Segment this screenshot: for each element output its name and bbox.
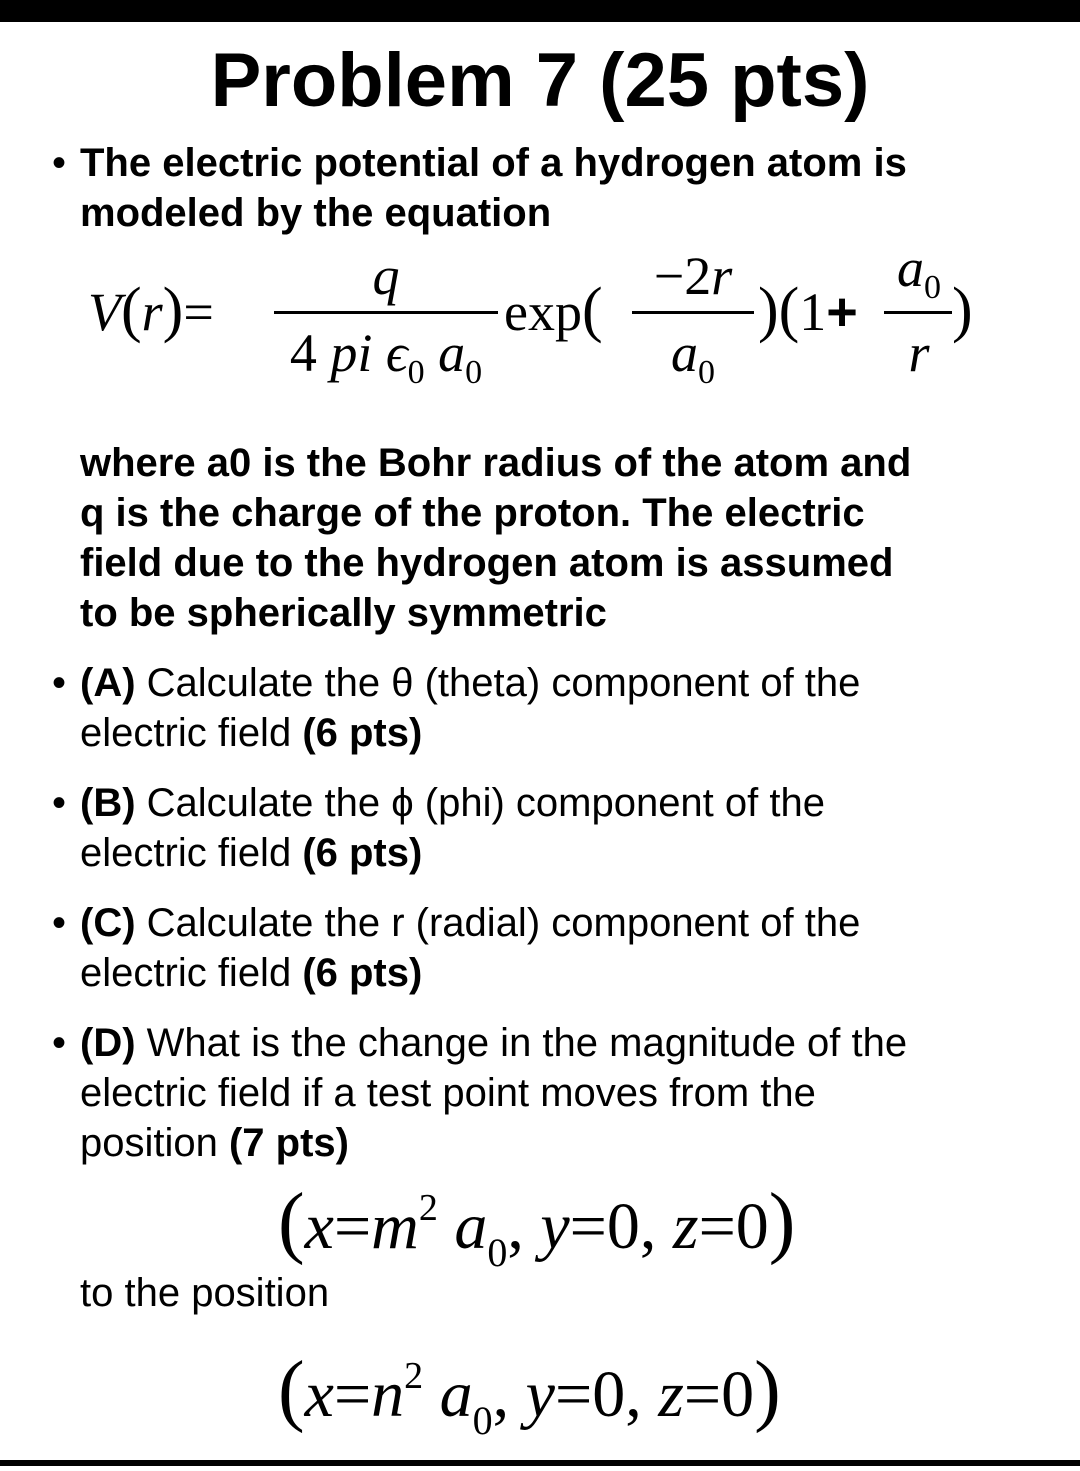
fraction-1-denominator: 4 pi $\epsilon_0$ $a_0$ <box>289 323 483 391</box>
part-a-label: (A) <box>80 661 136 705</box>
to-position-text: to the position <box>80 1271 330 1315</box>
part-c-text-1: Calculate the r (radial) component of the <box>135 901 861 945</box>
part-c-label: (C) <box>80 901 136 945</box>
exp-function: exp( <box>504 276 603 344</box>
bullet-icon: • <box>52 141 67 185</box>
where-line-2: q is the charge of the proton. The electric <box>80 491 865 535</box>
part-b-text-1: Calculate the ϕ (phi) component of the <box>135 781 825 825</box>
fraction-2-denominator: $a_0$ <box>671 323 715 391</box>
part-a-text-2: electric field <box>80 711 303 755</box>
part-b-text-2: electric field <box>80 831 303 875</box>
fraction-2-numerator: −2r <box>653 246 733 306</box>
fraction-3-denominator: r <box>908 323 930 383</box>
fraction-2-bar <box>632 311 754 314</box>
part-d <box>80 1018 1040 1168</box>
part-a <box>80 658 1040 758</box>
part-d-label: (D) <box>80 1021 136 1065</box>
part-c <box>80 898 1040 998</box>
top-border <box>0 0 1080 22</box>
part-d-text-1: What is the change in the magnitude of the <box>135 1021 908 1065</box>
bottom-border <box>0 1460 1080 1466</box>
intro-line-1: The electric potential of a hydrogen atom is <box>80 141 907 185</box>
part-c-text-2: electric field <box>80 951 303 995</box>
equation-lhs: V(r)= <box>88 276 214 344</box>
part-b-points: (6 pts) <box>302 831 423 875</box>
part-d-text-3: position <box>80 1121 229 1165</box>
second-factor-open: )(1+ <box>758 276 858 344</box>
part-d-points: (7 pts) <box>228 1121 349 1165</box>
bullet-icon: • <box>52 1021 67 1065</box>
where-line-1: where a0 is the Bohr radius of the atom and <box>80 441 912 485</box>
intro-line-2: modeled by the equation <box>80 191 552 235</box>
second-factor-close: ) <box>952 276 973 344</box>
where-line-3: field due to the hydrogen atom is assumed <box>80 541 894 585</box>
where-line-4: to be spherically symmetric <box>80 591 607 635</box>
fraction-1-numerator: q <box>372 246 400 306</box>
bullet-icon: • <box>52 661 67 705</box>
intro-text <box>80 138 1040 238</box>
part-c-points: (6 pts) <box>302 951 423 995</box>
part-b <box>80 778 1040 878</box>
problem-title: Problem 7 (25 pts) <box>210 38 870 123</box>
part-a-points: (6 pts) <box>302 711 423 755</box>
where-text <box>80 438 1040 638</box>
part-b-label: (B) <box>80 781 136 825</box>
bullet-icon: • <box>52 781 67 825</box>
fraction-3-numerator: $a_0$ <box>897 238 941 306</box>
end-position-equation: ($x=n^2$ $a_0$, y=0, z=0) <box>278 1346 781 1443</box>
start-position-equation: ($x=m^2$ $a_0$, y=0, z=0) <box>278 1178 796 1275</box>
part-a-text-1: Calculate the θ (theta) component of the <box>135 661 861 705</box>
fraction-1-bar <box>274 311 498 314</box>
part-d-text-2: electric field if a test point moves from the <box>80 1071 816 1115</box>
fraction-3-bar <box>884 311 952 314</box>
bullet-icon: • <box>52 901 67 945</box>
